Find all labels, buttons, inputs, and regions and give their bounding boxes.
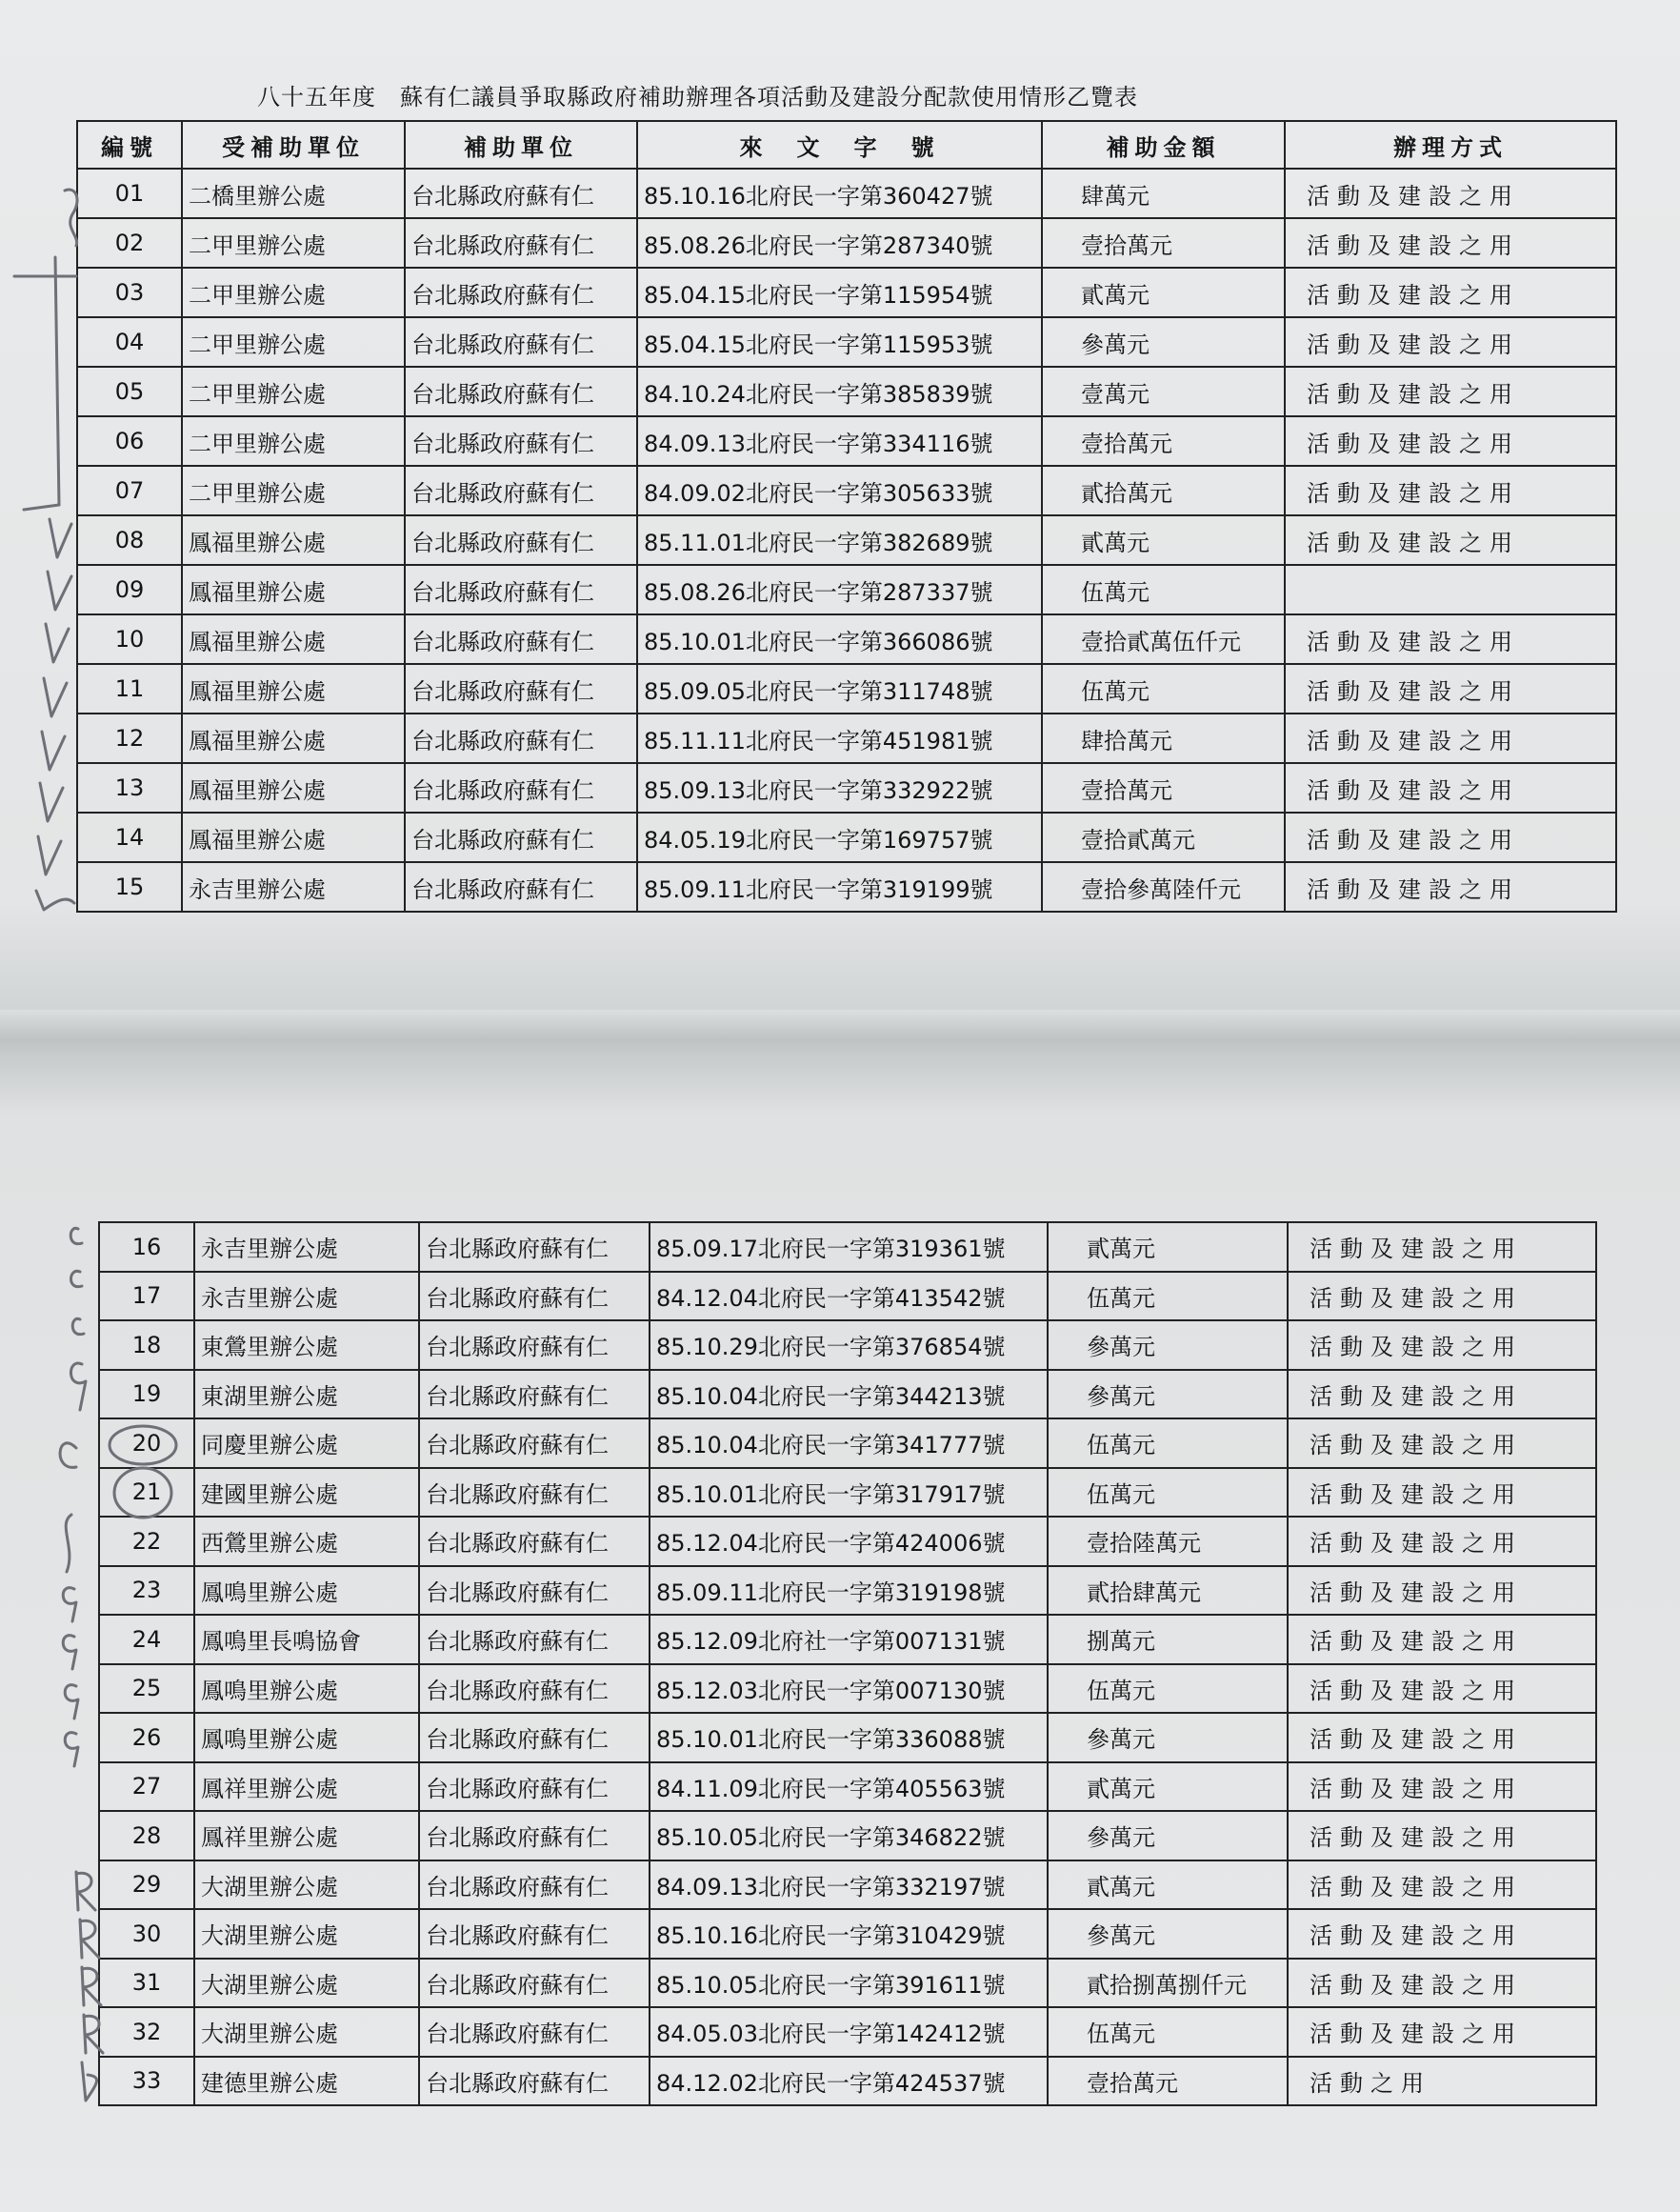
row-number: 18 — [99, 1320, 194, 1370]
amount-cell: 參萬元 — [1048, 1370, 1288, 1419]
table-row — [77, 763, 1616, 813]
reference-number-cell: 85.12.09北府社一字第007131號 — [650, 1615, 1048, 1664]
recipient-cell: 永吉里辦公處 — [194, 1272, 419, 1321]
table-row — [99, 1320, 1596, 1370]
recipient-cell: 東湖里辦公處 — [194, 1370, 419, 1419]
row-number: 26 — [99, 1713, 194, 1762]
method-cell: 活動及建設之用 — [1288, 1762, 1596, 1812]
grantor-cell: 台北縣政府蘇有仁 — [405, 813, 637, 862]
grantor-cell: 台北縣政府蘇有仁 — [419, 1320, 650, 1370]
amount-cell: 壹拾萬元 — [1042, 416, 1285, 466]
table-row — [77, 218, 1616, 268]
recipient-cell: 二甲里辦公處 — [182, 317, 405, 367]
recipient-cell: 鳳福里辦公處 — [182, 813, 405, 862]
grantor-cell: 台北縣政府蘇有仁 — [405, 714, 637, 763]
recipient-cell: 西鶯里辦公處 — [194, 1517, 419, 1566]
reference-number-cell: 85.10.16北府民一字第360427號 — [637, 169, 1042, 218]
table-header-row — [77, 121, 1616, 169]
table-row — [77, 862, 1616, 912]
grantor-cell: 台北縣政府蘇有仁 — [419, 1762, 650, 1812]
reference-number-cell: 85.10.16北府民一字第310429號 — [650, 1909, 1048, 1959]
row-number: 05 — [77, 367, 182, 416]
amount-cell: 貳拾萬元 — [1042, 466, 1285, 515]
table-row — [77, 714, 1616, 763]
recipient-cell: 永吉里辦公處 — [182, 862, 405, 912]
method-cell: 活動及建設之用 — [1288, 1370, 1596, 1419]
grantor-cell: 台北縣政府蘇有仁 — [419, 2007, 650, 2057]
reference-number-cell: 85.10.01北府民一字第317917號 — [650, 1468, 1048, 1518]
row-number: 20 — [99, 1418, 194, 1468]
grantor-cell: 台北縣政府蘇有仁 — [419, 2057, 650, 2106]
grantor-cell: 台北縣政府蘇有仁 — [405, 565, 637, 614]
amount-cell: 貳拾肆萬元 — [1048, 1566, 1288, 1616]
reference-number-cell: 85.10.01北府民一字第336088號 — [650, 1713, 1048, 1762]
method-cell: 活動及建設之用 — [1288, 1664, 1596, 1714]
row-number: 32 — [99, 2007, 194, 2057]
method-cell: 活動及建設之用 — [1288, 1272, 1596, 1321]
amount-cell: 貳萬元 — [1048, 1222, 1288, 1272]
recipient-cell: 鳳福里辦公處 — [182, 763, 405, 813]
recipient-cell: 鳳祥里辦公處 — [194, 1762, 419, 1812]
column-header-grantor: 補助單位 — [405, 121, 637, 169]
grantor-cell: 台北縣政府蘇有仁 — [405, 763, 637, 813]
method-cell: 活動及建設之用 — [1288, 1811, 1596, 1860]
grantor-cell: 台北縣政府蘇有仁 — [405, 169, 637, 218]
row-number: 02 — [77, 218, 182, 268]
row-number: 27 — [99, 1762, 194, 1812]
method-cell: 活動及建設之用 — [1285, 515, 1616, 565]
method-cell: 活動之用 — [1288, 2057, 1596, 2106]
amount-cell: 壹拾參萬陸仟元 — [1042, 862, 1285, 912]
reference-number-cell: 85.12.03北府民一字第007130號 — [650, 1664, 1048, 1714]
row-number: 10 — [77, 614, 182, 664]
reference-number-cell: 85.10.29北府民一字第376854號 — [650, 1320, 1048, 1370]
amount-cell: 伍萬元 — [1048, 2007, 1288, 2057]
row-number: 03 — [77, 268, 182, 317]
method-cell: 活動及建設之用 — [1285, 268, 1616, 317]
method-cell: 活動及建設之用 — [1285, 763, 1616, 813]
grantor-cell: 台北縣政府蘇有仁 — [405, 367, 637, 416]
column-header-recipient: 受補助單位 — [182, 121, 405, 169]
row-number: 09 — [77, 565, 182, 614]
method-cell: 活動及建設之用 — [1285, 614, 1616, 664]
row-number: 31 — [99, 1959, 194, 2008]
recipient-cell: 二甲里辦公處 — [182, 466, 405, 515]
column-header-amount: 補助金額 — [1042, 121, 1285, 169]
grantor-cell: 台北縣政府蘇有仁 — [405, 416, 637, 466]
recipient-cell: 東鶯里辦公處 — [194, 1320, 419, 1370]
grantor-cell: 台北縣政府蘇有仁 — [419, 1418, 650, 1468]
row-number: 16 — [99, 1222, 194, 1272]
recipient-cell: 二甲里辦公處 — [182, 367, 405, 416]
table-row — [99, 1811, 1596, 1860]
amount-cell: 壹拾貳萬元 — [1042, 813, 1285, 862]
reference-number-cell: 85.04.15北府民一字第115954號 — [637, 268, 1042, 317]
row-number: 17 — [99, 1272, 194, 1321]
amount-cell: 伍萬元 — [1042, 565, 1285, 614]
amount-cell: 貳萬元 — [1048, 1762, 1288, 1812]
grantor-cell: 台北縣政府蘇有仁 — [405, 664, 637, 714]
grantor-cell: 台北縣政府蘇有仁 — [419, 1664, 650, 1714]
grantor-cell: 台北縣政府蘇有仁 — [419, 1713, 650, 1762]
column-header-method: 辦理方式 — [1285, 121, 1616, 169]
method-cell: 活動及建設之用 — [1285, 714, 1616, 763]
reference-number-cell: 85.10.04北府民一字第344213號 — [650, 1370, 1048, 1419]
table-row — [77, 169, 1616, 218]
amount-cell: 壹拾萬元 — [1048, 2057, 1288, 2106]
method-cell: 活動及建設之用 — [1288, 1418, 1596, 1468]
recipient-cell: 建德里辦公處 — [194, 2057, 419, 2106]
row-number: 24 — [99, 1615, 194, 1664]
method-cell: 活動及建設之用 — [1285, 862, 1616, 912]
table-row — [77, 565, 1616, 614]
reference-number-cell: 84.09.13北府民一字第334116號 — [637, 416, 1042, 466]
grantor-cell: 台北縣政府蘇有仁 — [405, 862, 637, 912]
table-row — [99, 1272, 1596, 1321]
recipient-cell: 建國里辦公處 — [194, 1468, 419, 1518]
method-cell: 活動及建設之用 — [1288, 1959, 1596, 2008]
method-cell: 活動及建設之用 — [1288, 1517, 1596, 1566]
grantor-cell: 台北縣政府蘇有仁 — [405, 466, 637, 515]
reference-number-cell: 85.09.11北府民一字第319199號 — [637, 862, 1042, 912]
grantor-cell: 台北縣政府蘇有仁 — [419, 1566, 650, 1616]
amount-cell: 壹拾貳萬伍仟元 — [1042, 614, 1285, 664]
reference-number-cell: 84.12.04北府民一字第413542號 — [650, 1272, 1048, 1321]
recipient-cell: 鳳祥里辦公處 — [194, 1811, 419, 1860]
reference-number-cell: 84.12.02北府民一字第424537號 — [650, 2057, 1048, 2106]
table-row — [99, 1468, 1596, 1518]
reference-number-cell: 84.05.19北府民一字第169757號 — [637, 813, 1042, 862]
table-row — [77, 367, 1616, 416]
table-row — [77, 515, 1616, 565]
amount-cell: 壹萬元 — [1042, 367, 1285, 416]
row-number: 30 — [99, 1909, 194, 1959]
row-number: 25 — [99, 1664, 194, 1714]
table-row — [99, 1615, 1596, 1664]
amount-cell: 貳拾捌萬捌仟元 — [1048, 1959, 1288, 2008]
amount-cell: 貳萬元 — [1042, 268, 1285, 317]
table-row — [99, 1517, 1596, 1566]
reference-number-cell: 84.09.02北府民一字第305633號 — [637, 466, 1042, 515]
amount-cell: 參萬元 — [1048, 1320, 1288, 1370]
recipient-cell: 二甲里辦公處 — [182, 268, 405, 317]
method-cell: 活動及建設之用 — [1288, 1909, 1596, 1959]
method-cell: 活動及建設之用 — [1288, 1860, 1596, 1910]
grantor-cell: 台北縣政府蘇有仁 — [419, 1909, 650, 1959]
amount-cell: 壹拾陸萬元 — [1048, 1517, 1288, 1566]
amount-cell: 肆拾萬元 — [1042, 714, 1285, 763]
method-cell: 活動及建設之用 — [1285, 317, 1616, 367]
grantor-cell: 台北縣政府蘇有仁 — [419, 1860, 650, 1910]
column-header-ref: 來 文 字 號 — [637, 121, 1042, 169]
grantor-cell: 台北縣政府蘇有仁 — [405, 218, 637, 268]
table-row — [77, 416, 1616, 466]
reference-number-cell: 85.10.04北府民一字第341777號 — [650, 1418, 1048, 1468]
row-number: 22 — [99, 1517, 194, 1566]
reference-number-cell: 85.10.05北府民一字第346822號 — [650, 1811, 1048, 1860]
row-number: 14 — [77, 813, 182, 862]
table-row — [99, 1370, 1596, 1419]
table-row — [99, 1566, 1596, 1616]
reference-number-cell: 84.05.03北府民一字第142412號 — [650, 2007, 1048, 2057]
reference-number-cell: 85.10.01北府民一字第366086號 — [637, 614, 1042, 664]
reference-number-cell: 85.10.05北府民一字第391611號 — [650, 1959, 1048, 2008]
method-cell: 活動及建設之用 — [1285, 466, 1616, 515]
row-number: 13 — [77, 763, 182, 813]
reference-number-cell: 85.09.13北府民一字第332922號 — [637, 763, 1042, 813]
method-cell: 活動及建設之用 — [1285, 813, 1616, 862]
recipient-cell: 鳳福里辦公處 — [182, 565, 405, 614]
grantor-cell: 台北縣政府蘇有仁 — [405, 268, 637, 317]
recipient-cell: 二甲里辦公處 — [182, 218, 405, 268]
amount-cell: 壹拾萬元 — [1042, 218, 1285, 268]
recipient-cell: 鳳鳴里辦公處 — [194, 1713, 419, 1762]
reference-number-cell: 85.08.26北府民一字第287337號 — [637, 565, 1042, 614]
reference-number-cell: 85.04.15北府民一字第115953號 — [637, 317, 1042, 367]
row-number: 28 — [99, 1811, 194, 1860]
method-cell: 活動及建設之用 — [1285, 367, 1616, 416]
amount-cell: 伍萬元 — [1048, 1664, 1288, 1714]
amount-cell: 伍萬元 — [1048, 1272, 1288, 1321]
table-row — [77, 317, 1616, 367]
recipient-cell: 大湖里辦公處 — [194, 1959, 419, 2008]
row-number: 11 — [77, 664, 182, 714]
row-number: 19 — [99, 1370, 194, 1419]
table-row — [99, 1713, 1596, 1762]
row-number: 08 — [77, 515, 182, 565]
reference-number-cell: 84.09.13北府民一字第332197號 — [650, 1860, 1048, 1910]
recipient-cell: 二橋里辦公處 — [182, 169, 405, 218]
amount-cell: 伍萬元 — [1042, 664, 1285, 714]
method-cell: 活動及建設之用 — [1285, 218, 1616, 268]
grantor-cell: 台北縣政府蘇有仁 — [419, 1272, 650, 1321]
amount-cell: 貳萬元 — [1048, 1860, 1288, 1910]
amount-cell: 參萬元 — [1048, 1713, 1288, 1762]
method-cell: 活動及建設之用 — [1285, 664, 1616, 714]
reference-number-cell: 85.09.17北府民一字第319361號 — [650, 1222, 1048, 1272]
reference-number-cell: 84.11.09北府民一字第405563號 — [650, 1762, 1048, 1812]
method-cell: 活動及建設之用 — [1285, 416, 1616, 466]
amount-cell: 參萬元 — [1042, 317, 1285, 367]
table-row — [99, 1664, 1596, 1714]
recipient-cell: 鳳福里辦公處 — [182, 614, 405, 664]
row-number: 33 — [99, 2057, 194, 2106]
row-number: 29 — [99, 1860, 194, 1910]
grantor-cell: 台北縣政府蘇有仁 — [405, 515, 637, 565]
table-row — [99, 1762, 1596, 1812]
row-number: 21 — [99, 1468, 194, 1518]
amount-cell: 參萬元 — [1048, 1909, 1288, 1959]
amount-cell: 伍萬元 — [1048, 1468, 1288, 1518]
recipient-cell: 二甲里辦公處 — [182, 416, 405, 466]
row-number: 12 — [77, 714, 182, 763]
grantor-cell: 台北縣政府蘇有仁 — [419, 1468, 650, 1518]
recipient-cell: 鳳鳴里長鳴協會 — [194, 1615, 419, 1664]
allocation-table-bottom — [98, 1221, 1597, 2106]
method-cell: 活動及建設之用 — [1288, 1615, 1596, 1664]
grantor-cell: 台北縣政府蘇有仁 — [419, 1959, 650, 2008]
method-cell: 活動及建設之用 — [1288, 1713, 1596, 1762]
table-row — [99, 1222, 1596, 1272]
allocation-table-top — [76, 120, 1617, 913]
grantor-cell: 台北縣政府蘇有仁 — [419, 1517, 650, 1566]
row-number: 15 — [77, 862, 182, 912]
method-cell: 活動及建設之用 — [1288, 1566, 1596, 1616]
reference-number-cell: 85.12.04北府民一字第424006號 — [650, 1517, 1048, 1566]
amount-cell: 肆萬元 — [1042, 169, 1285, 218]
row-number: 06 — [77, 416, 182, 466]
row-number: 23 — [99, 1566, 194, 1616]
table-row — [99, 2057, 1596, 2106]
reference-number-cell: 85.08.26北府民一字第287340號 — [637, 218, 1042, 268]
amount-cell: 貳萬元 — [1042, 515, 1285, 565]
reference-number-cell: 85.11.11北府民一字第451981號 — [637, 714, 1042, 763]
recipient-cell: 鳳鳴里辦公處 — [194, 1664, 419, 1714]
method-cell: 活動及建設之用 — [1288, 1468, 1596, 1518]
amount-cell: 參萬元 — [1048, 1811, 1288, 1860]
method-cell — [1285, 565, 1616, 614]
table-row — [77, 268, 1616, 317]
method-cell: 活動及建設之用 — [1288, 1320, 1596, 1370]
table-row — [99, 1418, 1596, 1468]
grantor-cell: 台北縣政府蘇有仁 — [419, 1222, 650, 1272]
column-header-no: 編號 — [77, 121, 182, 169]
recipient-cell: 大湖里辦公處 — [194, 2007, 419, 2057]
recipient-cell: 鳳鳴里辦公處 — [194, 1566, 419, 1616]
method-cell: 活動及建設之用 — [1288, 1222, 1596, 1272]
recipient-cell: 鳳福里辦公處 — [182, 515, 405, 565]
recipient-cell: 鳳福里辦公處 — [182, 664, 405, 714]
amount-cell: 伍萬元 — [1048, 1418, 1288, 1468]
recipient-cell: 同慶里辦公處 — [194, 1418, 419, 1468]
method-cell: 活動及建設之用 — [1285, 169, 1616, 218]
amount-cell: 捌萬元 — [1048, 1615, 1288, 1664]
grantor-cell: 台北縣政府蘇有仁 — [419, 1811, 650, 1860]
table-row — [77, 664, 1616, 714]
reference-number-cell: 85.09.05北府民一字第311748號 — [637, 664, 1042, 714]
table-row — [99, 1860, 1596, 1910]
recipient-cell: 鳳福里辦公處 — [182, 714, 405, 763]
document-title: 八十五年度 蘇有仁議員爭取縣政府補助辦理各項活動及建設分配款使用情形乙覽表 — [257, 84, 1138, 111]
table-row — [99, 1909, 1596, 1959]
recipient-cell: 永吉里辦公處 — [194, 1222, 419, 1272]
recipient-cell: 大湖里辦公處 — [194, 1909, 419, 1959]
row-number: 07 — [77, 466, 182, 515]
table-row — [77, 466, 1616, 515]
reference-number-cell: 84.10.24北府民一字第385839號 — [637, 367, 1042, 416]
grantor-cell: 台北縣政府蘇有仁 — [405, 317, 637, 367]
recipient-cell: 大湖里辦公處 — [194, 1860, 419, 1910]
table-row — [77, 813, 1616, 862]
table-row — [77, 614, 1616, 664]
reference-number-cell: 85.11.01北府民一字第382689號 — [637, 515, 1042, 565]
table-row — [99, 2007, 1596, 2057]
table-row — [99, 1959, 1596, 2008]
row-number: 04 — [77, 317, 182, 367]
grantor-cell: 台北縣政府蘇有仁 — [405, 614, 637, 664]
grantor-cell: 台北縣政府蘇有仁 — [419, 1370, 650, 1419]
grantor-cell: 台北縣政府蘇有仁 — [419, 1615, 650, 1664]
reference-number-cell: 85.09.11北府民一字第319198號 — [650, 1566, 1048, 1616]
row-number: 01 — [77, 169, 182, 218]
amount-cell: 壹拾萬元 — [1042, 763, 1285, 813]
method-cell: 活動及建設之用 — [1288, 2007, 1596, 2057]
